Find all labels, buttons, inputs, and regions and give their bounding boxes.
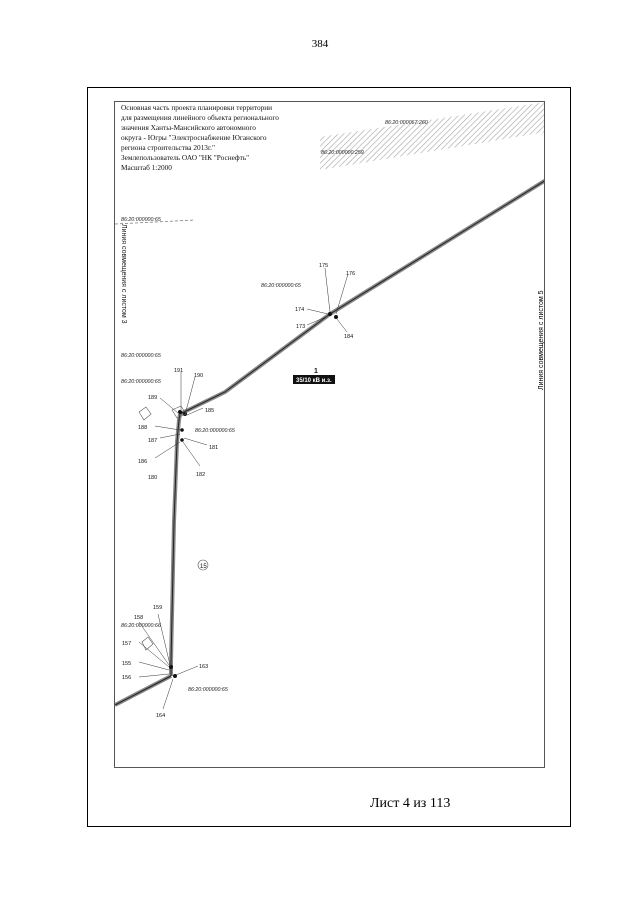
line-number: 1: [314, 368, 318, 375]
point-label: 163: [199, 664, 209, 670]
title-line: Землепользователь ОАО "НК "Роснефть": [121, 153, 250, 162]
point-label: 156: [122, 675, 132, 681]
point-label: 155: [122, 661, 132, 667]
sheet-label: Лист 4 из 113: [370, 796, 451, 811]
title-line: Основная часть проекта планировки территории: [121, 103, 273, 112]
parcel-label: 86:20:000000:66: [121, 623, 161, 629]
parcel-label: 86:20:000000:65: [121, 217, 161, 223]
point-label: 191: [174, 368, 184, 374]
area-marker: 15: [200, 564, 207, 570]
point-label: 186: [138, 459, 148, 465]
match-line-label-left: Линия совмещения с листом 3: [120, 224, 127, 324]
point-label: 182: [196, 472, 206, 478]
line-voltage-label: 35/10 кВ и.з.: [296, 378, 332, 384]
point-label: 158: [134, 615, 144, 621]
parcel-label: 86:20:000067:260: [385, 120, 428, 126]
hatched-parcel: [320, 102, 545, 170]
point-label: 164: [156, 713, 166, 719]
title-line: региона строительства 2013г.": [121, 143, 215, 152]
parcel-label: 86:20:000000:65: [195, 428, 235, 434]
parcel-label: 86:20:000000:65: [121, 379, 161, 385]
parcel-label: 86:20:000000:65: [188, 687, 228, 693]
title-line: значения Ханты-Мансийского автономного: [121, 123, 256, 132]
point-label: 187: [148, 438, 158, 444]
point-label: 159: [153, 605, 163, 611]
title-line: округа - Югры "Электроснабжение Юганского: [121, 133, 267, 142]
title-block: [121, 103, 341, 173]
point-label: 185: [205, 408, 215, 414]
point-label: 173: [296, 324, 306, 330]
tower-points: [169, 312, 338, 678]
point-label: 181: [209, 445, 219, 451]
title-line: для размещения линейного объекта регионального: [121, 113, 279, 122]
point-label: 174: [295, 307, 305, 313]
parcel-label: 86:20:000000:259: [321, 150, 364, 156]
point-label: 157: [122, 641, 132, 647]
map-drawing: [115, 102, 545, 768]
parcel-label: 86:20:000000:65: [121, 353, 161, 359]
point-label: 180: [148, 475, 158, 481]
scale-line: Масштаб 1:2000: [121, 163, 172, 172]
page-number: 384: [311, 38, 329, 50]
match-line-label-right: Линия совмещения с листом 5: [538, 290, 545, 390]
point-label: 175: [319, 263, 329, 269]
point-label: 189: [148, 395, 158, 401]
point-label: 188: [138, 425, 148, 431]
map-area: [114, 101, 545, 768]
point-label: 176: [346, 271, 356, 277]
point-label: 184: [344, 334, 354, 340]
parcel-label: 86:20:000000:65: [261, 283, 301, 289]
point-label: 190: [194, 373, 204, 379]
